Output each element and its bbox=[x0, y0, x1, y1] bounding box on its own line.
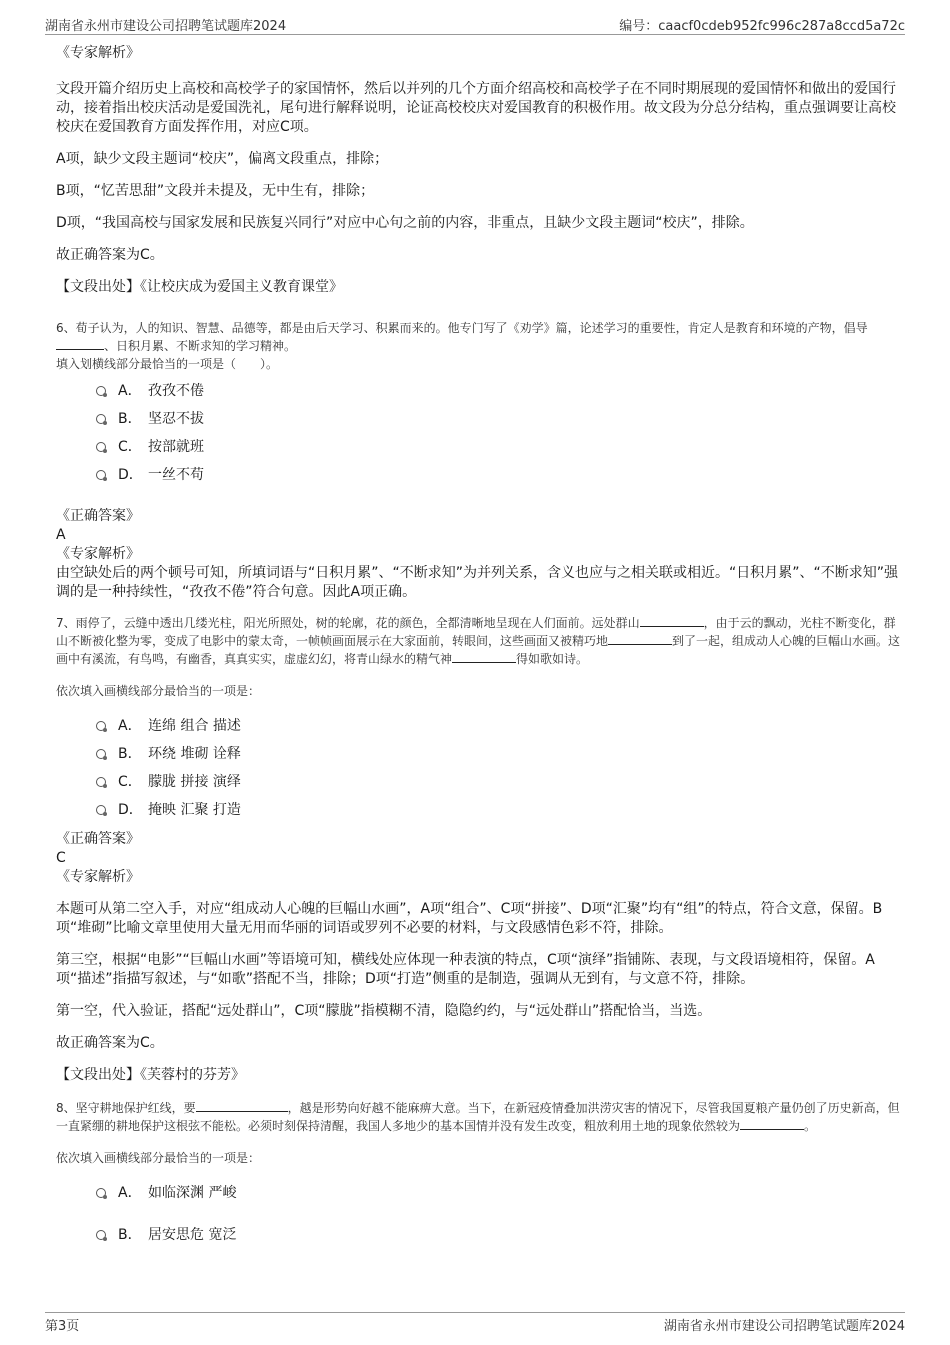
header-code: 编号：caacf0cdeb952fc996c287a8ccd5a72c bbox=[619, 19, 905, 34]
option-text: 孜孜不倦 bbox=[148, 383, 204, 399]
option-letter: D． bbox=[118, 467, 143, 483]
fill-blank bbox=[196, 1099, 288, 1112]
analysis-title: 《专家解析》 bbox=[56, 869, 140, 885]
radio-icon[interactable] bbox=[96, 442, 106, 452]
answer-value: C bbox=[56, 850, 66, 866]
radio-icon[interactable] bbox=[96, 414, 106, 424]
stem-text: 。 bbox=[804, 1119, 817, 1133]
option-text: 连绵 组合 描述 bbox=[148, 718, 241, 734]
option-list bbox=[56, 377, 901, 489]
question-stem bbox=[56, 1099, 901, 1135]
radio-icon[interactable] bbox=[96, 470, 106, 480]
page-content bbox=[56, 44, 901, 1249]
answer-title: 《正确答案》 bbox=[56, 831, 140, 847]
stem-text: 8、坚守耕地保护红线，要 bbox=[56, 1101, 196, 1115]
question-stem bbox=[56, 614, 901, 668]
answer-value: A bbox=[56, 527, 66, 543]
option-text: 如临深渊 严峻 bbox=[148, 1185, 237, 1201]
analysis-title: 《专家解析》 bbox=[56, 45, 140, 61]
question-stem bbox=[56, 319, 901, 355]
option-a[interactable] bbox=[56, 712, 901, 740]
option-d[interactable] bbox=[56, 461, 901, 489]
source-citation: 【文段出处】《芙蓉村的芬芳》 bbox=[56, 1067, 245, 1083]
analysis-paragraph: D项，“我国高校与国家发展和民族复兴同行”对应中心句之前的内容，非重点，且缺少文段主题词“校庆”，排除。 bbox=[56, 215, 754, 231]
stem-text: 得如歌如诗。 bbox=[516, 652, 589, 666]
option-letter: B． bbox=[118, 411, 142, 427]
option-letter: C． bbox=[118, 774, 142, 790]
option-list bbox=[56, 1179, 901, 1249]
option-b[interactable] bbox=[56, 405, 901, 433]
question-prompt: 填入划横线部分最恰当的一项是（ ）。 bbox=[56, 357, 279, 371]
analysis-paragraph: B项，“忆苦思甜”文段并未提及，无中生有，排除； bbox=[56, 183, 375, 199]
option-c[interactable] bbox=[56, 768, 901, 796]
page-header bbox=[45, 12, 905, 35]
option-text: 一丝不苟 bbox=[148, 467, 204, 483]
header-title: 湖南省永州市建设公司招聘笔试题库2024 bbox=[45, 19, 287, 34]
option-letter: A． bbox=[118, 383, 142, 399]
option-c[interactable] bbox=[56, 433, 901, 461]
option-letter: A． bbox=[118, 718, 142, 734]
analysis-paragraph: 第三空，根据“电影”“巨幅山水画”等语境可知，横线处应体现一种表演的特点，C项“演绎”指铺陈、表现，与文段语境相符，保留。A项“描述”指描写叙述，与“如歌”搭配不当，排除；D项“打造”侧重的是制造，强调从无到有，与文意不符，排除。 bbox=[56, 952, 875, 987]
stem-text: 、日积月累、不断求知的学习精神。 bbox=[104, 339, 297, 353]
page-number: 第3页 bbox=[45, 1319, 80, 1334]
radio-icon[interactable] bbox=[96, 749, 106, 759]
source-citation: 【文段出处】《让校庆成为爱国主义教育课堂》 bbox=[56, 279, 343, 295]
option-text: 环绕 堆砌 诠释 bbox=[148, 746, 241, 762]
radio-icon[interactable] bbox=[96, 777, 106, 787]
option-letter: B． bbox=[118, 1227, 142, 1243]
analysis-paragraph: 本题可从第二空入手，对应“组成动人心魄的巨幅山水画”，A项“组合”、C项“拼接”、D项“汇聚”均有“组”的特点，符合文意，保留。B项“堆砌”比喻文章里使用大量无用而华丽的词语或罗列不必要的材料，与文段感情色彩不符，排除。 bbox=[56, 901, 883, 936]
analysis-conclusion: 故正确答案为C。 bbox=[56, 247, 164, 263]
option-a[interactable] bbox=[56, 377, 901, 405]
option-list bbox=[56, 712, 901, 824]
stem-text: 6、荀子认为，人的知识、智慧、品德等，都是由后天学习、积累而来的。他专门写了《劝学》篇，论述学习的重要性，肯定人是教育和环境的产物，倡导 bbox=[56, 321, 868, 335]
stem-text: 7、雨停了，云缝中透出几缕光柱，阳光所照处，树的轮廓，花的颜色，全都清晰地呈现在人们面前。远处群山 bbox=[56, 616, 640, 630]
option-text: 居安思危 宽泛 bbox=[148, 1227, 237, 1243]
option-letter: A． bbox=[118, 1185, 142, 1201]
page-footer bbox=[45, 1312, 905, 1334]
fill-blank bbox=[640, 614, 704, 627]
option-letter: C． bbox=[118, 439, 142, 455]
question-prompt: 依次填入画横线部分最恰当的一项是： bbox=[56, 1151, 261, 1165]
fill-blank bbox=[452, 650, 516, 663]
analysis-paragraph: 第一空，代入验证，搭配“远处群山”，C项“朦胧”指模糊不清，隐隐约约，与“远处群山”搭配恰当，当选。 bbox=[56, 1003, 712, 1019]
analysis-paragraph: 由空缺处后的两个顿号可知，所填词语与“日积月累”、“不断求知”为并列关系，含义也应与之相关联或相近。“日积月累”、“不断求知”强调的是一种持续性，“孜孜不倦”符合句意。因此A项正确。 bbox=[56, 565, 899, 600]
option-a[interactable] bbox=[56, 1179, 901, 1207]
radio-icon[interactable] bbox=[96, 1188, 106, 1198]
fill-blank bbox=[56, 337, 104, 350]
radio-icon[interactable] bbox=[96, 721, 106, 731]
radio-icon[interactable] bbox=[96, 805, 106, 815]
analysis-paragraph: A项，缺少文段主题词“校庆”，偏离文段重点，排除； bbox=[56, 151, 389, 167]
stem-text: ，由于云的飘动，光柱不断变化，群山不断被化整为零，变成了电影中的蒙太奇，一帧帧画面展示在大家面前，转眼间，这些画面又被精巧地 bbox=[56, 616, 896, 648]
radio-icon[interactable] bbox=[96, 386, 106, 396]
analysis-paragraph: 文段开篇介绍历史上高校和高校学子的家国情怀，然后以并列的几个方面介绍高校和高校学子在不同时期展现的爱国情怀和做出的爱国行动，接着指出校庆活动是爱国洗礼，尾句进行解释说明，论证高校校庆对爱国教育的积极作用。故文段为分总分结构，重点强调要让高校校庆在爱国教育方面发挥作用，对应C项。 bbox=[56, 81, 896, 135]
option-text: 坚忍不拔 bbox=[148, 411, 204, 427]
option-letter: B． bbox=[118, 746, 142, 762]
question-prompt: 依次填入画横线部分最恰当的一项是： bbox=[56, 684, 261, 698]
stem-text: ，越是形势向好越不能麻痹大意。当下，在新冠疫情叠加洪涝灾害的情况下，尽管我国夏粮产量仍创了历史新高，但一直紧绷的耕地保护这根弦不能松。必须时刻保持清醒，我国人多地少的基本国情并没有发生改变，粗放利用土地的现象依然较为 bbox=[56, 1101, 900, 1133]
stem-text: 到了一起，组成动人心魄的巨幅山水画。这画中有溪流，有鸟鸣，有幽香，真真实实，虚虚幻幻，将青山绿水的精气神 bbox=[56, 634, 901, 666]
option-d[interactable] bbox=[56, 796, 901, 824]
option-text: 朦胧 拼接 演绎 bbox=[148, 774, 241, 790]
footer-title: 湖南省永州市建设公司招聘笔试题库2024 bbox=[663, 1319, 905, 1334]
radio-icon[interactable] bbox=[96, 1230, 106, 1240]
option-letter: D． bbox=[118, 802, 143, 818]
analysis-conclusion: 故正确答案为C。 bbox=[56, 1035, 164, 1051]
fill-blank bbox=[740, 1117, 804, 1130]
option-b[interactable] bbox=[56, 740, 901, 768]
option-text: 掩映 汇聚 打造 bbox=[148, 802, 241, 818]
analysis-title: 《专家解析》 bbox=[56, 546, 140, 562]
fill-blank bbox=[608, 632, 672, 645]
answer-title: 《正确答案》 bbox=[56, 508, 140, 524]
option-b[interactable] bbox=[56, 1221, 901, 1249]
option-text: 按部就班 bbox=[148, 439, 204, 455]
